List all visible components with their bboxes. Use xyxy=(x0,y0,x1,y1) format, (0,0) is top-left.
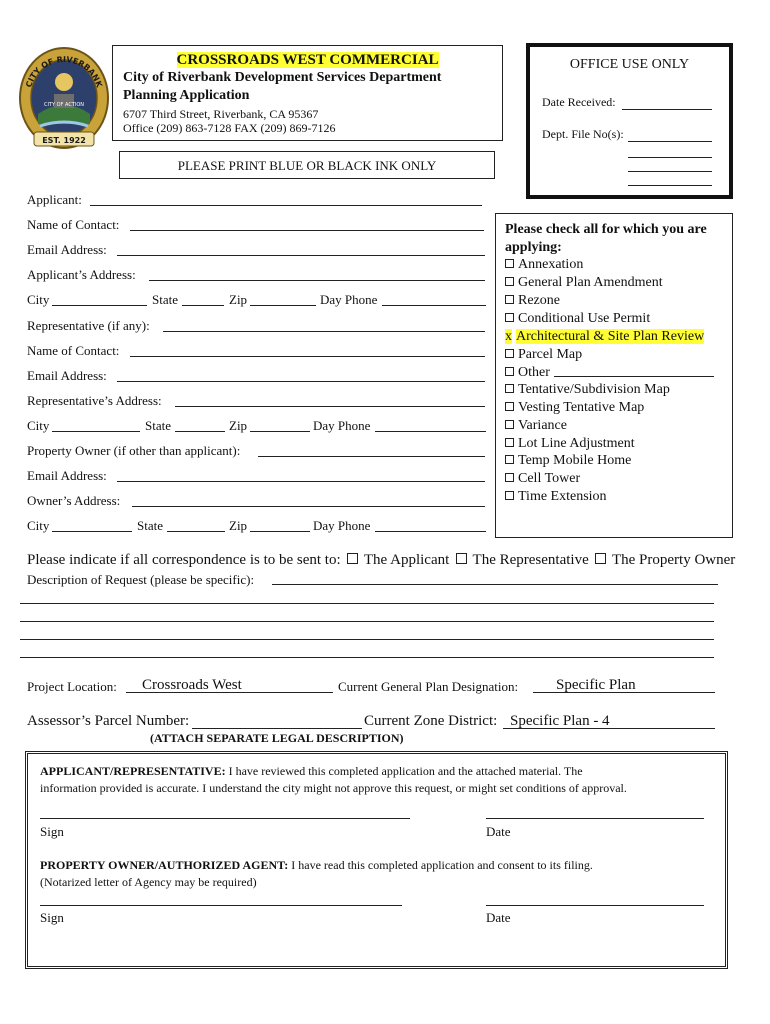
owner-city-label: City xyxy=(27,518,50,533)
applicant-state-label: State xyxy=(152,292,178,307)
applicant-cert-heading: APPLICANT/REPRESENTATIVE: xyxy=(40,764,226,778)
rep-email-label: Email Address: xyxy=(27,368,107,383)
checklist-item[interactable] xyxy=(505,382,670,398)
rep-zip-label: Zip xyxy=(229,418,248,433)
applicant-city-field[interactable] xyxy=(52,305,147,306)
applicant-email-label: Email Address: xyxy=(27,242,107,257)
owner-label: Property Owner (if other than applicant): xyxy=(27,443,241,458)
project-location-value: Crossroads West xyxy=(142,677,242,693)
logo-top-text: CITY OF RIVERBANK xyxy=(24,54,104,89)
checklist-item-label: Rezone xyxy=(518,293,560,308)
checklist-item-label: Other xyxy=(518,365,550,380)
owner-state-field[interactable] xyxy=(167,531,225,532)
applicant-cert-text-2: information provided is accurate. I understand the city might not approve this request, or might set conditions of approval. xyxy=(40,781,627,795)
office-phone: Office (209) 863-7128 FAX (209) 869-7126 xyxy=(123,121,336,135)
owner-city-field[interactable] xyxy=(52,531,132,532)
checklist-item[interactable] xyxy=(505,293,560,309)
owner-phone-label: Day Phone xyxy=(313,518,371,533)
owner-signature-line[interactable] xyxy=(40,905,402,906)
rep-phone-label: Day Phone xyxy=(313,418,371,433)
checkbox[interactable] xyxy=(505,349,514,358)
checklist-item-label: Temp Mobile Home xyxy=(518,453,632,468)
checklist-item[interactable] xyxy=(505,347,582,363)
checklist-item-label: Annexation xyxy=(518,257,584,272)
applicant-date-label: Date xyxy=(486,824,511,839)
checkbox[interactable] xyxy=(505,438,514,447)
owner-zip-label: Zip xyxy=(229,518,248,533)
applicant-address-field[interactable] xyxy=(149,280,485,281)
form-name: Planning Application xyxy=(123,88,250,103)
checkbox[interactable] xyxy=(505,384,514,393)
owner-cert-text-2: (Notarized letter of Agency may be required) xyxy=(40,875,257,889)
rep-phone-field[interactable] xyxy=(375,431,486,432)
owner-phone-field[interactable] xyxy=(375,531,486,532)
checklist-item-label: Vesting Tentative Map xyxy=(518,400,645,415)
description-line-2[interactable] xyxy=(20,603,714,604)
checklist-item[interactable] xyxy=(505,489,607,505)
checklist-item[interactable] xyxy=(505,275,663,291)
office-address: 6707 Third Street, Riverbank, CA 95367 xyxy=(123,107,319,121)
checklist-item[interactable] xyxy=(505,418,567,434)
correspondence-applicant-checkbox[interactable] xyxy=(347,553,358,564)
checkbox[interactable] xyxy=(505,313,514,322)
applicant-zip-field[interactable] xyxy=(250,305,316,306)
applicant-certification xyxy=(40,763,720,797)
owner-address-field[interactable] xyxy=(132,506,485,507)
applicant-address-label: Applicant’s Address: xyxy=(27,267,136,282)
rep-contact-field[interactable] xyxy=(130,356,485,357)
rep-address-label: Representative’s Address: xyxy=(27,393,162,408)
rep-state-field[interactable] xyxy=(175,431,225,432)
owner-state-label: State xyxy=(137,518,163,533)
rep-label: Representative (if any): xyxy=(27,318,150,333)
ink-notice: PLEASE PRINT BLUE OR BLACK INK ONLY xyxy=(177,158,437,173)
rep-zip-field[interactable] xyxy=(250,431,310,432)
checklist-item-label: Lot Line Adjustment xyxy=(518,436,635,451)
file-no-line-1[interactable] xyxy=(628,141,712,142)
correspondence-owner-checkbox[interactable] xyxy=(595,553,606,564)
checklist-item[interactable] xyxy=(505,311,650,327)
checklist-item-label: Variance xyxy=(518,418,567,433)
certification-box xyxy=(25,751,728,969)
applicant-zip-label: Zip xyxy=(229,292,248,307)
checkbox[interactable] xyxy=(505,420,514,429)
description-line-5[interactable] xyxy=(20,657,714,658)
applicant-cert-text-1: I have reviewed this completed application and the attached material. The xyxy=(228,764,583,778)
checkbox[interactable] xyxy=(505,402,514,411)
logo-bottom-text: EST. 1922 xyxy=(42,136,86,145)
office-use-title: OFFICE USE ONLY xyxy=(569,57,690,72)
rep-email-field[interactable] xyxy=(117,381,485,382)
header-box xyxy=(112,45,503,141)
checkbox[interactable] xyxy=(505,491,514,500)
date-received-line[interactable] xyxy=(622,109,712,110)
department-name: City of Riverbank Development Services Department xyxy=(123,70,442,85)
correspondence-row xyxy=(27,552,735,569)
applicant-field[interactable] xyxy=(90,205,482,206)
applicant-phone-field[interactable] xyxy=(382,305,486,306)
general-plan-label: Current General Plan Designation: xyxy=(338,679,519,694)
date-received-label: Date Received: xyxy=(542,95,616,109)
rep-contact-label: Name of Contact: xyxy=(27,343,120,358)
correspondence-rep-label: The Representative xyxy=(472,552,589,568)
checkbox[interactable] xyxy=(505,473,514,482)
checklist-item-label: Parcel Map xyxy=(518,347,583,362)
correspondence-applicant-label: The Applicant xyxy=(363,552,450,568)
checklist-item[interactable] xyxy=(505,400,644,416)
checklist-item-label: Time Extension xyxy=(518,489,607,504)
rep-address-field[interactable] xyxy=(175,406,485,407)
correspondence-prompt: Please indicate if all correspondence is to be sent to: xyxy=(27,552,341,568)
owner-email-field[interactable] xyxy=(117,481,485,482)
owner-cert-text-1: I have read this completed application and consent to its filing. xyxy=(291,858,593,872)
project-location-label: Project Location: xyxy=(27,679,117,694)
city-seal-logo xyxy=(18,44,110,156)
checklist-item-label: General Plan Amendment xyxy=(518,275,663,290)
checklist-item[interactable] xyxy=(505,329,704,345)
apn-label: Assessor’s Parcel Number: xyxy=(27,713,190,729)
owner-date-line[interactable] xyxy=(486,905,704,906)
applicant-phone-label: Day Phone xyxy=(320,292,378,307)
file-no-line-2[interactable] xyxy=(628,157,712,158)
checklist-item-label: Tentative/Subdivision Map xyxy=(518,382,670,397)
applicant-contact-field[interactable] xyxy=(130,230,484,231)
file-no-line-3[interactable] xyxy=(628,171,712,172)
legal-description-note: (ATTACH SEPARATE LEGAL DESCRIPTION) xyxy=(150,731,404,745)
checkbox[interactable] xyxy=(505,367,514,376)
description-line-4[interactable] xyxy=(20,639,714,640)
checkbox[interactable] xyxy=(505,295,514,304)
applicant-sign-label: Sign xyxy=(40,824,64,839)
rep-state-label: State xyxy=(145,418,171,433)
checkbox[interactable] xyxy=(505,259,514,268)
checklist-item[interactable] xyxy=(505,471,580,487)
checklist-item-label: Cell Tower xyxy=(518,471,581,486)
owner-sign-label: Sign xyxy=(40,910,64,925)
correspondence-rep-checkbox[interactable] xyxy=(456,553,467,564)
rep-city-field[interactable] xyxy=(52,431,140,432)
description-line-1[interactable] xyxy=(272,584,718,585)
checklist-item-label: Architectural & Site Plan Review xyxy=(516,329,705,344)
zone-district-value: Specific Plan - 4 xyxy=(510,713,610,729)
checked-mark[interactable]: x xyxy=(505,329,512,344)
checklist-item[interactable] xyxy=(505,453,631,469)
owner-address-label: Owner’s Address: xyxy=(27,493,121,508)
checklist-title-line2: applying: xyxy=(505,240,562,255)
logo-sub-text: CITY OF ACTION xyxy=(43,102,85,108)
applicant-signature-line[interactable] xyxy=(40,818,410,819)
owner-certification xyxy=(40,857,720,891)
applicant-city-label: City xyxy=(27,292,50,307)
checklist-item-label: Conditional Use Permit xyxy=(518,311,651,326)
file-no-label: Dept. File No(s): xyxy=(542,127,624,141)
general-plan-value: Specific Plan xyxy=(556,677,636,693)
checklist-item[interactable] xyxy=(505,436,635,452)
description-label: Description of Request (please be specific): xyxy=(27,572,255,587)
apn-field[interactable] xyxy=(192,728,362,729)
applicant-label: Applicant: xyxy=(27,192,82,207)
owner-cert-heading: PROPERTY OWNER/AUTHORIZED AGENT: xyxy=(40,858,289,872)
owner-field[interactable] xyxy=(258,456,485,457)
rep-city-label: City xyxy=(27,418,50,433)
owner-email-label: Email Address: xyxy=(27,468,107,483)
checkbox[interactable] xyxy=(505,455,514,464)
office-use-box xyxy=(526,43,733,199)
owner-zip-field[interactable] xyxy=(250,531,310,532)
applicant-state-field[interactable] xyxy=(182,305,224,306)
checkbox[interactable] xyxy=(505,277,514,286)
applicant-contact-label: Name of Contact: xyxy=(27,217,120,232)
correspondence-owner-label: The Property Owner xyxy=(611,552,736,568)
description-line-3[interactable] xyxy=(20,621,714,622)
zone-district-label: Current Zone District: xyxy=(364,713,498,729)
file-no-line-4[interactable] xyxy=(628,185,712,186)
ink-notice-box xyxy=(119,151,495,179)
checklist-item[interactable] xyxy=(505,364,714,381)
project-title: CROSSROADS WEST COMMERCIAL xyxy=(176,52,439,68)
checklist-title-line1: Please check all for which you are xyxy=(505,222,707,237)
owner-date-label: Date xyxy=(486,910,511,925)
checklist-item[interactable] xyxy=(505,257,583,273)
applicant-date-line[interactable] xyxy=(486,818,704,819)
other-specify-field[interactable] xyxy=(554,364,714,377)
rep-field[interactable] xyxy=(163,331,485,332)
applicant-email-field[interactable] xyxy=(117,255,485,256)
